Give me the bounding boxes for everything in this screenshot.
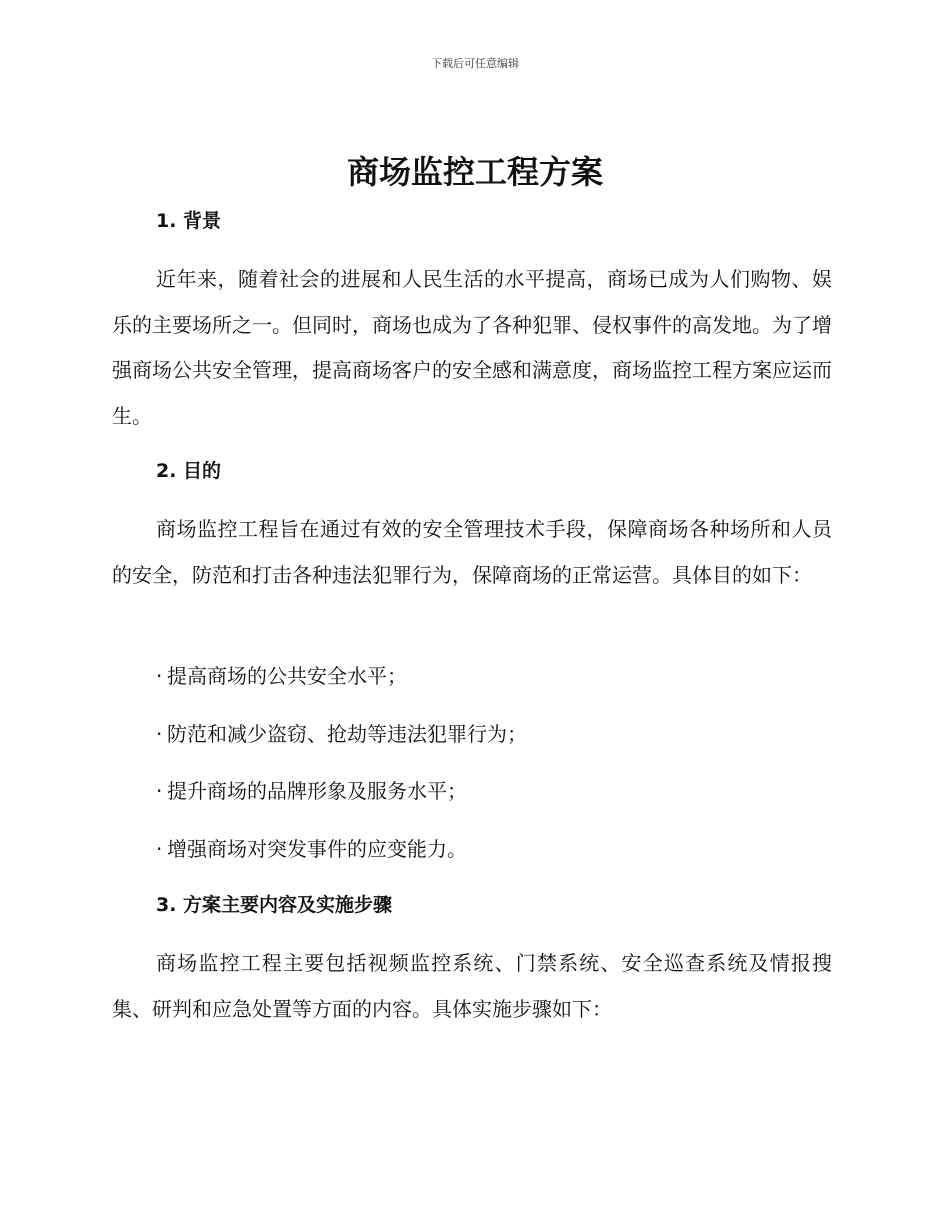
bullet-marker: · — [156, 779, 163, 803]
list-item — [156, 720, 527, 748]
list-item-text: 提升商场的品牌形象及服务水平； — [167, 779, 467, 803]
bullet-marker: · — [156, 664, 163, 688]
list-item-text: 增强商场对突发事件的应变能力。 — [167, 837, 467, 861]
list-item — [156, 835, 467, 863]
list-item — [156, 777, 467, 805]
bullet-marker: · — [156, 837, 163, 861]
bullet-marker: · — [156, 722, 163, 746]
plan-paragraph: 商场监控工程主要包括视频监控系统、门禁系统、安全巡查系统及情报搜集、研判和应急处置等方面的内容。具体实施步骤如下： — [112, 951, 832, 1021]
page-header-note: 下载后可任意编辑 — [431, 57, 519, 70]
list-item-text: 防范和减少盗窃、抢劫等违法犯罪行为； — [167, 722, 527, 746]
purpose-paragraph: 商场监控工程旨在通过有效的安全管理技术手段，保障商场各种场所和人员的安全，防范和打击各种违法犯罪行为，保障商场的正常运营。具体目的如下： — [112, 517, 832, 587]
list-item-text: 提高商场的公共安全水平； — [167, 664, 407, 688]
background-paragraph: 近年来，随着社会的进展和人民生活的水平提高，商场已成为人们购物、娱乐的主要场所之一。但同时，商场也成为了各种犯罪、侵权事件的高发地。为了增强商场公共安全管理，提高商场客户的安全感和满意度，商场监控工程方案应运而生。 — [112, 267, 832, 428]
document-title: 商场监控工程方案 — [346, 153, 603, 191]
section-heading-background: 1. 背景 — [156, 210, 222, 232]
section-heading-plan: 3. 方案主要内容及实施步骤 — [156, 894, 393, 916]
list-item — [156, 662, 407, 690]
section-heading-purpose: 2. 目的 — [156, 460, 222, 482]
